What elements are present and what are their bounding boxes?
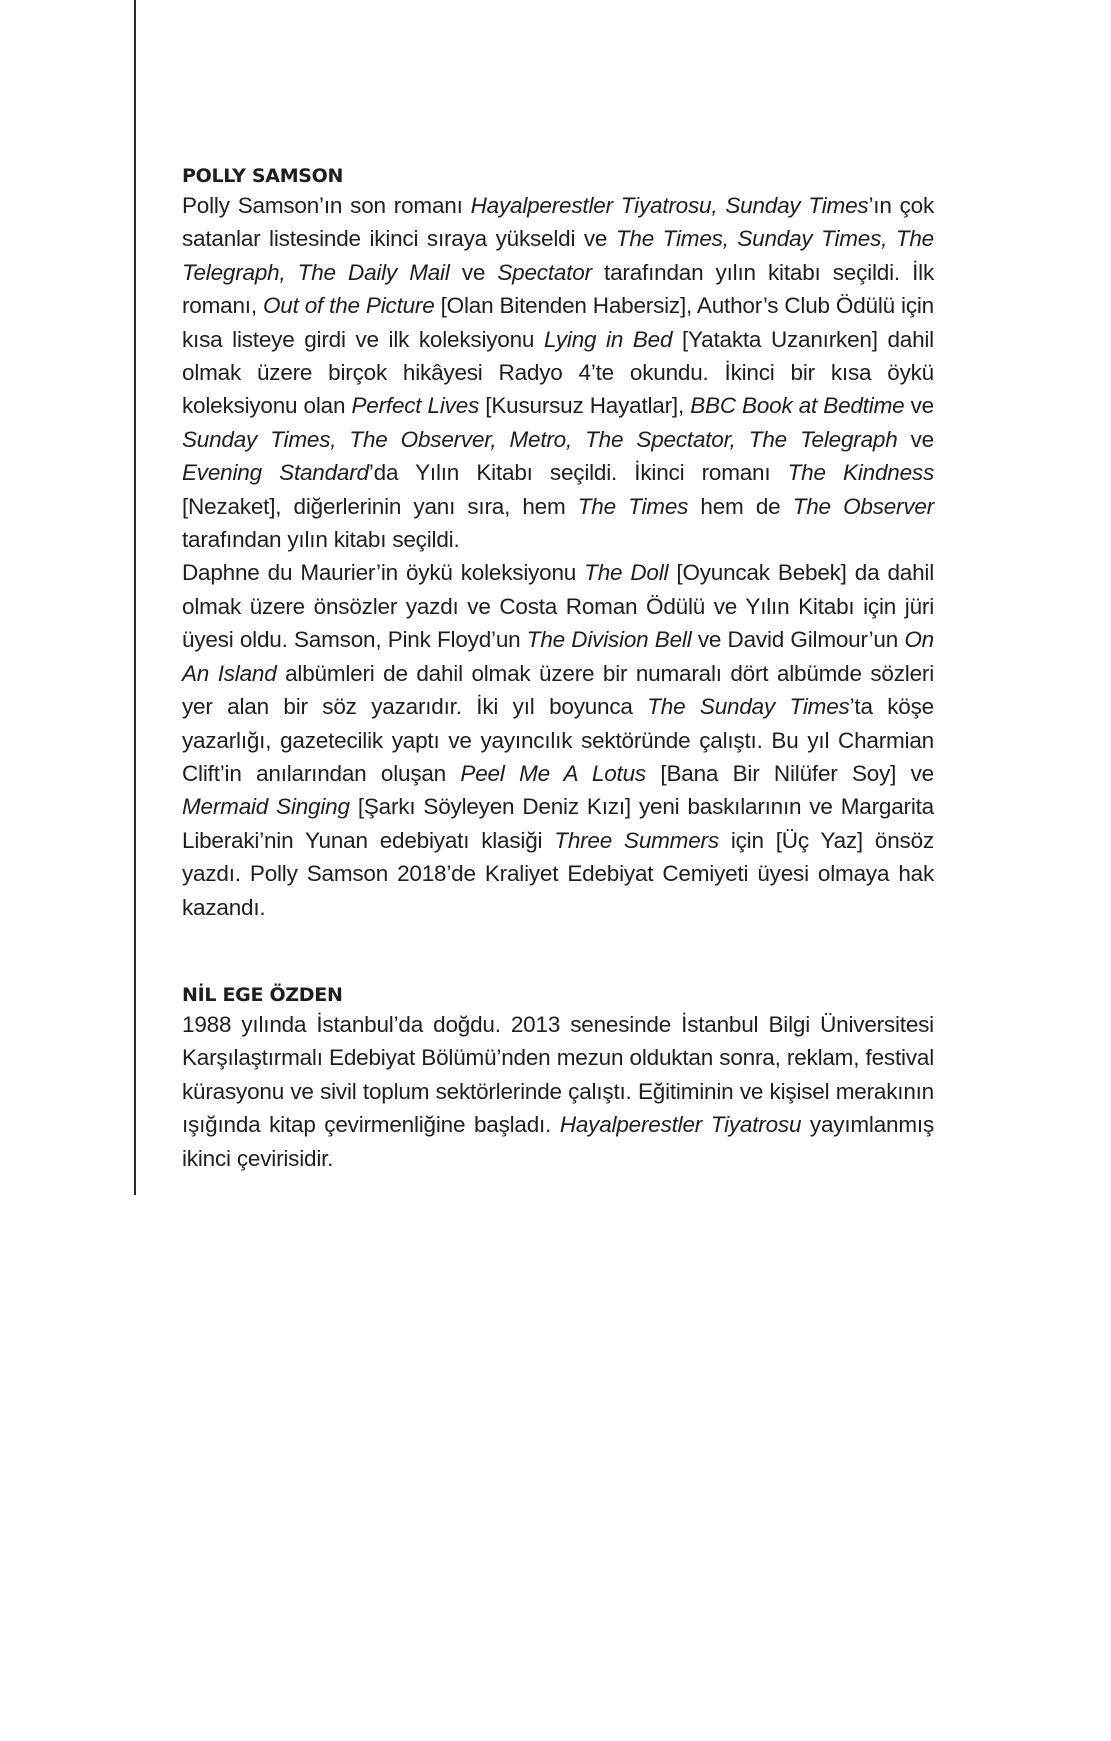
text-run: [Yatakta Uzanırken] dahil olmak üzere birçok hikâyesi Radyo 4’te okundu. İkinci bir kısa öykü koleksiyonu olan [182, 326, 934, 419]
bio-heading: NİL EGE ÖZDEN [182, 983, 343, 1006]
text-run: ’da Yılın Kitabı seçildi. İkinci romanı [368, 460, 788, 486]
bio-paragraph [182, 189, 934, 556]
bios-content [182, 163, 934, 1175]
text-run: için [Üç Yaz] önsöz yazdı. Polly Samson 2018’de Kraliyet Edebiyat Cemiyeti üyesi olmaya hak kazandı. [182, 827, 934, 920]
italic-title: Mermaid Singing [182, 794, 350, 820]
italic-title: The Times, Sunday Times, The Telegraph, The Daily Mail [182, 226, 934, 285]
italic-title: Sunday Times, The Observer, Metro, The Spectator, The Telegraph [182, 426, 898, 452]
italic-title: BBC Book at Bedtime [690, 393, 905, 419]
bio-heading: POLLY SAMSON [182, 165, 344, 187]
italic-title: Three Summers [554, 827, 719, 853]
italic-title: Hayalperestler Tiyatrosu [559, 1112, 802, 1138]
italic-title: Hayalperestler Tiyatrosu, Sunday Times [470, 193, 869, 218]
text-run: ve [449, 259, 498, 285]
bio-polly-samson [182, 163, 934, 924]
bio-nil-ege-ozden [182, 982, 934, 1175]
text-run: Daphne du Maurier’in öykü koleksiyonu [182, 560, 585, 586]
text-run: ve [904, 393, 934, 419]
italic-title: Peel Me A Lotus [460, 760, 646, 786]
italic-title: The Times [577, 493, 689, 519]
margin-rule [134, 0, 136, 1195]
text-run: ’ta köşe yazarlığı, gazetecilik yaptı ve yayıncılık sektöründe çalıştı. Bu yıl Charmian Clift’in anılarından oluşan [182, 694, 934, 786]
text-run: 1988 yılında İstanbul’da doğdu. 2013 senesinde İstanbul Bilgi Üniversitesi Karşılaştırmalı Edebiyat Bölümü’nden mezun olduktan sonra, reklam, festival kürasyonu ve sivil toplum sektörlerinde çalıştı. Eğitiminin ve kişisel merakının ışığında kitap çevirmenliğine başladı. [182, 1011, 934, 1138]
text-run: albümleri de dahil olmak üzere bir numaralı dört albümde sözleri yer alan bir söz yazarıdır. İki yıl boyunca [182, 660, 934, 720]
text-run: ve David Gilmour’un [691, 627, 905, 653]
text-run: tarafından yılın kitabı seçildi. [182, 527, 460, 553]
text-run: tarafından yılın kitabı seçildi. İlk romanı, [182, 259, 934, 319]
italic-title: Lying in Bed [543, 326, 673, 352]
text-run: [Nezaket], diğerlerinin yanı sıra, hem [182, 493, 578, 519]
text-run: [Şarkı Söyleyen Deniz Kızı] yeni baskılarının ve Margarita Liberaki’nin Yunan edebiyatı klasiği [182, 794, 934, 853]
text-run: yayımlanmış ikinci çevirisidir. [182, 1112, 934, 1171]
text-run: hem de [688, 493, 793, 519]
italic-title: Perfect Lives [351, 393, 480, 419]
text-run: [Olan Bitenden Habersiz], Author’s Club Ödülü için kısa listeye girdi ve ilk koleksiyonu [182, 293, 934, 352]
italic-title: The Kindness [787, 460, 934, 486]
text-run: [Bana Bir Nilüfer Soy] ve [645, 760, 934, 786]
italic-title: Spectator [497, 259, 592, 285]
text-run: [Kusursuz Hayatlar], [479, 393, 691, 419]
italic-title: The Doll [584, 560, 669, 586]
italic-title: The Observer [792, 493, 935, 519]
text-run: [Oyuncak Bebek] da dahil olmak üzere önsözler yazdı ve Costa Roman Ödülü ve Yılın Kitabı için jüri üyesi oldu. Samson, Pink Floyd’un [182, 560, 934, 653]
text-run: ve [897, 426, 934, 452]
text-run: Polly Samson’ın son romanı [182, 193, 471, 218]
bio-paragraph [182, 556, 934, 923]
text-run: ’ın çok satanlar listesinde ikinci sıraya yükseldi ve [182, 193, 934, 252]
italic-title: Evening Standard [182, 460, 369, 486]
bio-paragraph [182, 1008, 934, 1175]
italic-title: Out of the Picture [262, 293, 435, 319]
italic-title: On An Island [182, 627, 934, 686]
italic-title: The Division Bell [526, 627, 692, 653]
italic-title: The Sunday Times [647, 694, 850, 720]
